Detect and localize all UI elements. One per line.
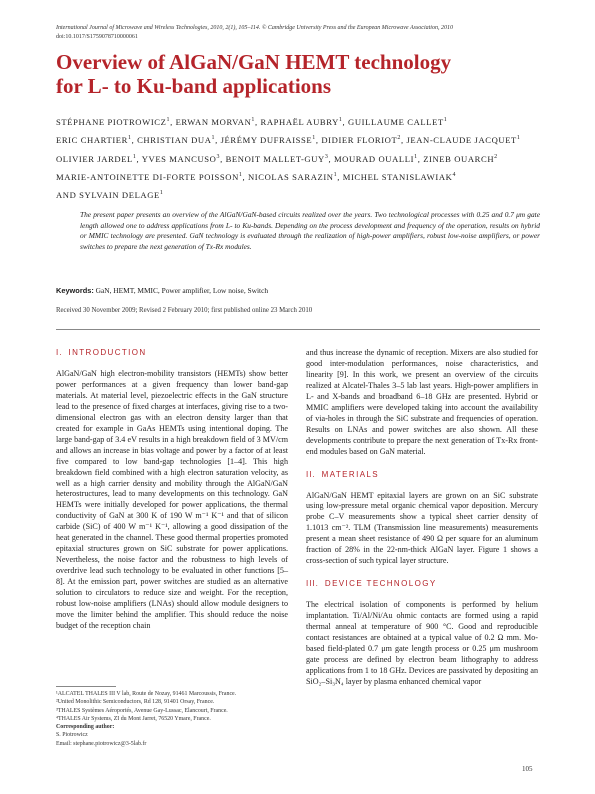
affiliation: ³THALES Systèmes Aéroportés, Avenue Gay-Lussac, Elancourt, France. — [56, 707, 228, 714]
affiliation: ⁴THALES Air Systems, ZI du Mont Jarret, 76520 Ymare, France. — [56, 715, 211, 722]
author-name: ERIC CHARTIER — [56, 135, 128, 146]
page-number: 105 — [522, 765, 533, 773]
author-name: ERWAN MORVAN — [175, 116, 252, 127]
journal-header — [56, 24, 536, 42]
author-name: BENOIT MALLET-GUY — [225, 153, 325, 164]
affiliation-marker: 1 — [414, 153, 418, 160]
author-name: JÉRÉMY DUFRAISSE — [220, 135, 313, 146]
author-line — [56, 185, 546, 203]
section-title: MATERIALS — [321, 469, 380, 479]
header-divider — [56, 329, 540, 330]
author-line: OLIVIER JARDEL$^1$, YVES MANCUSO$^3$, BENOIT MALLET-GUY$^3$, MOURAD OUALLI$^1$, ZINEB OUARCH$^2$ — [56, 153, 498, 164]
materials-paragraph: AlGaN/GaN HEMT epitaxial layers are grown on an SiC substrate using low-pressure metal organic chemical vapor deposition. Mercury probe C–V measurements show a typical sheet carrier density of 1.1013 cm⁻². TLM (Transmission line measurements) measurements present a mean sheet resistance of 490 Ω per square for an aluminum fraction of 28% in the 22-nm-thick AlGaN layer. Figure 1 shows a cross-section of such typical layer structure. — [306, 490, 538, 566]
corresponding-author-email: Email: stephane.piotrowicz@3-5lab.fr — [56, 740, 147, 747]
author-name: YVES MANCUSO — [141, 153, 217, 164]
author-line: STÉPHANE PIOTROWICZ$^1$, ERWAN MORVAN$^1$, RAPHAËL AUBRY$^1$, GUILLAUME CALLET$^1$ — [56, 116, 448, 127]
keywords — [56, 286, 546, 296]
affiliation-marker: 1 — [516, 135, 521, 142]
affiliation-marker: 3 — [216, 153, 221, 160]
introduction-paragraph: AlGaN/GaN high electron-mobility transistors (HEMTs) show better power performances at a given frequency than lower band-gap materials. At material level, piezoelectric effects in the GaN structure lead to the presence of fixed charges at interfaces, giving rise to a two-dimensional electron gas with an electron density larger than that created for example in GaAs HEMTs using intentional doping. The large band-gap of 3.4 eV results in a high breakdown field of 3 MV/cm and allows an increase in bias voltage and power by a factor of at least five compared to low band-gap technologies [1–4]. This high breakdown field combined with a high electron saturation velocity, as well as a high carrier density and mobility through the AlGaN/GaN heterostructures, lead to many developments on this technology. GaN HEMTs were initially developed for power applications, the thermal conductivity of GaN at 300 K of 190 W m⁻¹ K⁻¹ and that of silicon carbide (SiC) of 400 W m⁻¹ K⁻¹, allowing a good dissipation of the heat generated in the channel. These good thermal properties promoted epitaxial structures grown on SiC substrate for power applications. Nevertheless, the noise factor and the robustness to high levels of overdrive lead such technology to be evaluated in other functions [5–8]. At the emission part, power switches are studied as an alternative solution to circulators to reduce size and weight. For the reception, robust low-noise amplifiers (LNAs) should allow module designers to move the limiter behind the amplifier. This should reduce the noise budget of the reception chain — [56, 369, 288, 630]
doi: doi:10.1017/S1759078710000061 — [56, 34, 138, 40]
author-name: RAPHAËL AUBRY — [260, 116, 339, 127]
section-heading-device-technology — [306, 579, 538, 590]
author-name: CHRISTIAN DUA — [137, 135, 212, 146]
section-heading-introduction — [56, 348, 288, 359]
affiliation-marker: 1 — [127, 135, 132, 142]
affiliation-marker: 2 — [397, 135, 401, 142]
author-name: STÉPHANE PIOTROWICZ — [56, 116, 167, 127]
right-column — [306, 348, 538, 688]
affiliation-marker: 1 — [238, 172, 243, 179]
author-name: MOURAD OUALLI — [333, 153, 415, 164]
received-dates: Received 30 November 2009; Revised 2 February 2010; first published online 23 March 2010 — [56, 307, 313, 314]
device-technology-paragraph: The electrical isolation of components is performed by helium implantation. Ti/Al/Ni/Au ohmic contacts are formed using a rapid thermal anneal at temperature of 900 °C. Good and reproducible contact resistances are obtained at a typical value of 0.2 Ω mm. Mo-based field-plated 0.7 μm gate length process or 0.25 μm mushroom gate process are defined by electron beam lithography to address applications from 1 to 18 GHz. Devices are passivated by depositing an SiO₂–Si₃N₄ layer by plasma enhanced chemical vapor — [306, 600, 538, 686]
footnote-divider — [56, 686, 116, 687]
author-name: MICHEL STANISLAWIAK — [342, 171, 453, 182]
affiliation: ²United Monolithic Semiconductors, Rd 128, 91401 Orsay, France. — [56, 699, 215, 706]
author-name: GUILLAUME CALLET — [348, 116, 444, 127]
introduction-paragraph-continued: and thus increase the dynamic of reception. Mixers are also studied for good inter-modulation performances, noise characteristics, and linearity [9]. In this work, we present an overview of the circuits realized at Alcatel-Thales 3–5 lab last years. High-power amplifiers in L- and X-bands and broadband 6–18 GHz are presented. Hybrid or MMIC amplifiers were developed taking into account the availability of via-holes in through the SiC substrate and frequencies of operation. Results on LNAs and power switches are also shown. All these developments contribute to prepare the next generation of Tx-Rx front-end modules based on GaN material. — [306, 348, 538, 456]
section-number: III. — [306, 579, 319, 589]
affiliation-marker: 2 — [494, 153, 498, 160]
keywords-label: Keywords: — [56, 286, 94, 295]
section-title: DEVICE TECHNOLOGY — [324, 579, 437, 589]
title-line: for L- to Ku-band applications — [56, 74, 331, 98]
section-heading-materials — [306, 470, 538, 481]
journal-citation: International Journal of Microwave and Wireless Technologies, 2010, 2(1), 105–114. © Cambridge University Press and the European Microwave Association, 2010 — [56, 25, 453, 31]
affiliation-marker: 1 — [338, 117, 343, 123]
author-name: JEAN-CLAUDE JACQUET — [406, 135, 517, 146]
affiliation: ¹ALCATEL THALES III V lab, Route de Nozay, 91461 Marcoussis, France. — [56, 691, 237, 697]
affiliation-marker: 1 — [159, 190, 164, 197]
left-column — [56, 348, 288, 632]
author-name: NICOLAS SARAZIN — [247, 171, 334, 182]
author-line: MARIE-ANTOINETTE DI-FORTE POISSON$^1$, NICOLAS SARAZIN$^1$, MICHEL STANISLAWIAK$^4$ — [56, 171, 457, 182]
author-name: AND SYLVAIN DELAGE — [56, 190, 160, 201]
affiliation-marker: 1 — [312, 135, 316, 142]
affiliation-marker: 1 — [166, 117, 171, 123]
title-line: Overview of AlGaN/GaN HEMT technology — [56, 50, 452, 74]
affiliation-marker: 4 — [452, 172, 457, 179]
paper-title — [56, 50, 546, 98]
author-line: ERIC CHARTIER$^1$, CHRISTIAN DUA$^1$, JÉRÉMY DUFRAISSE$^1$, DIDIER FLORIOT$^2$, JEAN-CLAUDE JACQUET$^1$ — [56, 135, 521, 146]
author-list — [56, 112, 546, 204]
author-name: MARIE-ANTOINETTE DI-FORTE POISSON — [56, 171, 239, 182]
affiliation-marker: 1 — [251, 117, 256, 123]
corresponding-author-label: Corresponding author: — [56, 724, 115, 731]
section-title: INTRODUCTION — [68, 348, 147, 357]
author-name: DIDIER FLORIOT — [321, 135, 398, 146]
keywords-text: GaN, HEMT, MMIC, Power amplifier, Low noise, Switch — [95, 286, 269, 295]
affiliation-marker: 1 — [211, 135, 216, 142]
affiliation-marker: 3 — [324, 153, 329, 160]
author-name: OLIVIER JARDEL — [56, 153, 133, 164]
footnotes — [56, 686, 288, 748]
affiliation-marker: 1 — [333, 172, 338, 179]
section-number: I. — [56, 348, 63, 357]
affiliation-marker: 1 — [132, 153, 137, 160]
section-number: II. — [306, 469, 316, 479]
corresponding-author-name: S. Piotrowicz — [56, 732, 88, 739]
abstract: The present paper presents an overview of the AlGaN/GaN-based circuits realized over the years. Two technological processes with 0.25 and 0.7 μm gate length allowed one to address applications from L- to Ku-bands. Depending on the process development and frequency of the operation, results on hybrid or MMIC technology are presented. GaN technology is evaluated through the realization of high-power amplifiers, robust low-noise amplifiers, or power switches to prepare the next generation of Tx-Rx modules. — [80, 210, 540, 251]
author-name: ZINEB OUARCH — [423, 153, 495, 164]
affiliation-marker: 1 — [443, 117, 448, 123]
